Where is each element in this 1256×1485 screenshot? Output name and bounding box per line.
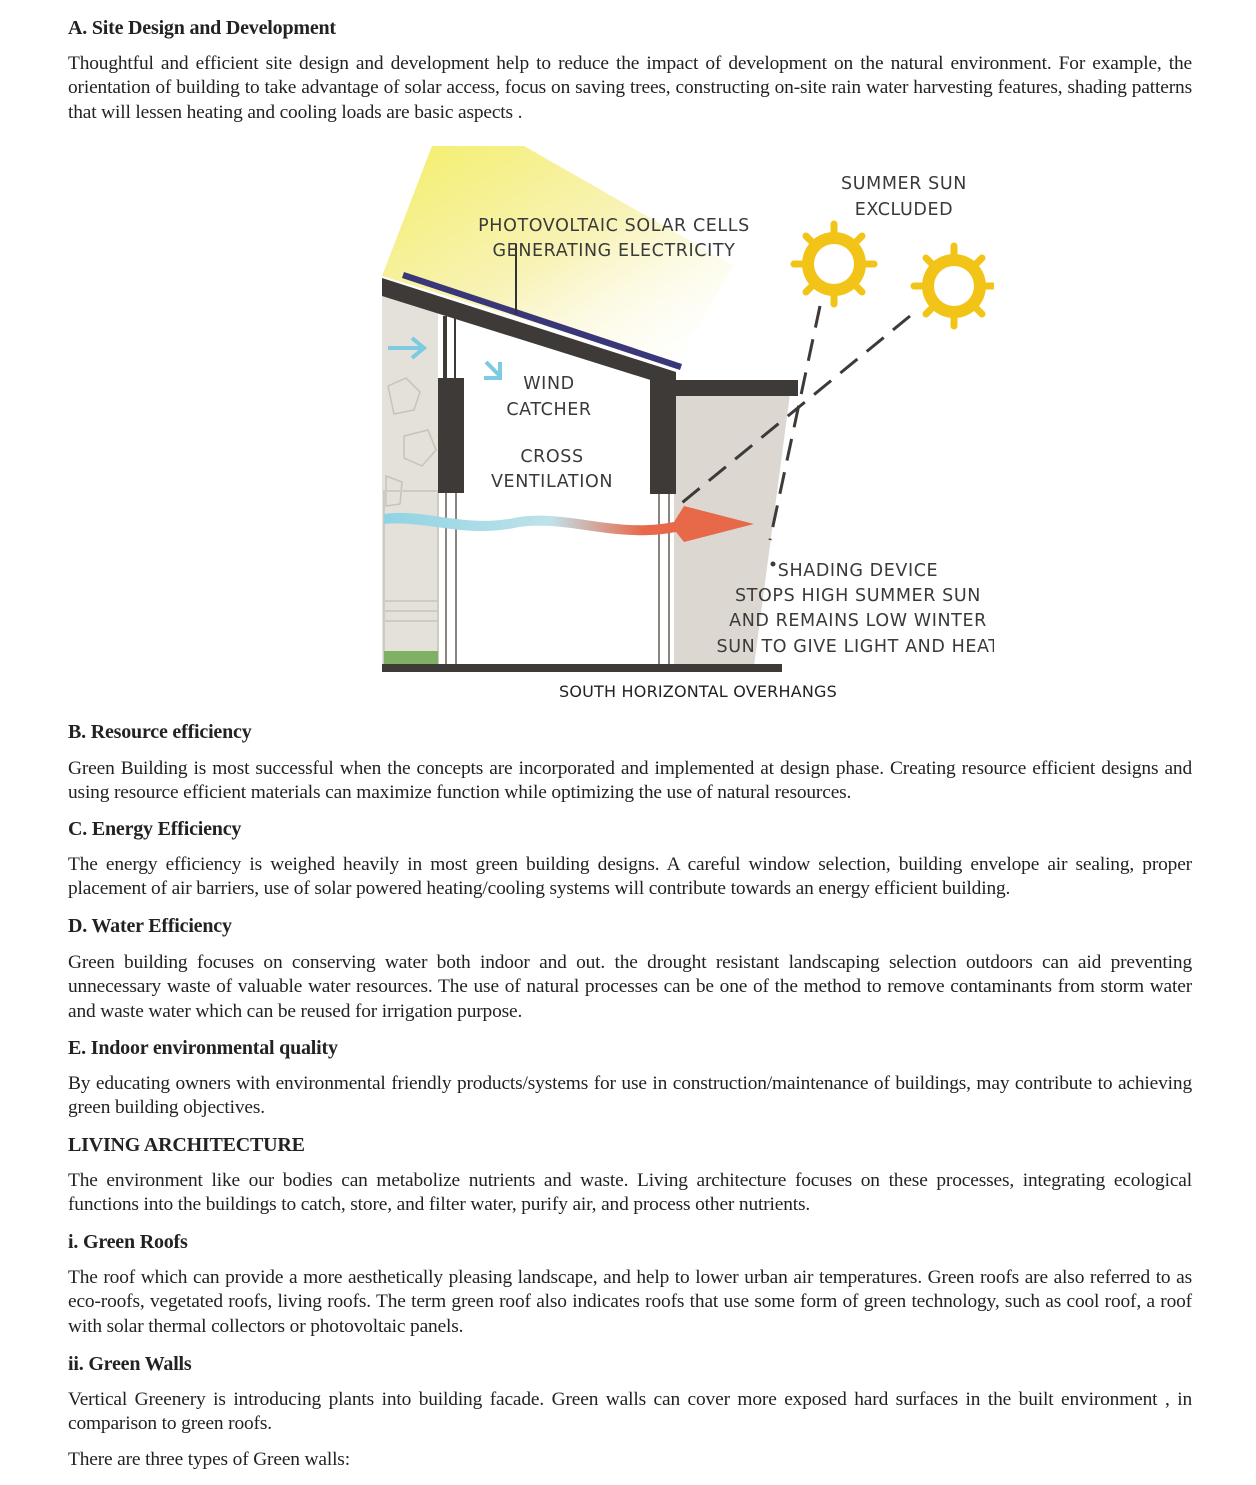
- cross-ventilation-label-line2: VENTILATION: [490, 472, 614, 492]
- clerestory-wall-left: [438, 378, 464, 493]
- shading-label-line3: AND REMAINS LOW WINTER: [729, 611, 987, 631]
- pv-label-line1: PHOTOVOLTAIC SOLAR CELLS: [478, 216, 750, 236]
- shading-label-line2: STOPS HIGH SUMMER SUN: [735, 586, 981, 606]
- summer-sun-label-line2: EXCLUDED: [854, 200, 954, 220]
- living-architecture-body: The environment like our bodies can metabolize nutrients and waste. Living architecture focuses on these processes, integrating ecological functions into the buildings to catch, store, and filter water, purify air, and process other nutrients.: [68, 1170, 1192, 1216]
- section-d-body: Green building focuses on conserving water both indoor and out. the drought resistant landscaping selection outdoors can aid preventing unnecessary waste of valuable water resources. The use of natural processes can be one of the method to remove contaminants from storm water and waste water which can be reused for irrigation purpose.: [68, 952, 1192, 1022]
- section-e-heading: E. Indoor environmental quality: [68, 1037, 338, 1059]
- green-roofs-heading: i. Green Roofs: [68, 1231, 188, 1253]
- section-d-heading: D. Water Efficiency: [68, 915, 232, 937]
- floor-slab: [382, 664, 782, 672]
- winter-sun-icon: [914, 246, 994, 326]
- summer-sun-label-line1: SUMMER SUN: [841, 174, 967, 194]
- passive-design-diagram: [314, 146, 994, 706]
- green-walls-heading: ii. Green Walls: [68, 1353, 192, 1375]
- green-walls-types-intro: There are three types of Green walls:: [68, 1449, 350, 1470]
- wind-catcher-label-line1: WIND: [523, 374, 575, 394]
- shading-label-line4: SUN TO GIVE LIGHT AND HEAT: [716, 637, 994, 657]
- section-a-heading: A. Site Design and Development: [68, 17, 336, 39]
- figure-caption: SOUTH HORIZONTAL OVERHANGS: [559, 682, 837, 701]
- living-architecture-heading: LIVING ARCHITECTURE: [68, 1134, 305, 1156]
- section-b-heading: B. Resource efficiency: [68, 721, 252, 743]
- section-e-body: By educating owners with environmental friendly products/systems for use in construction/maintenance of buildings, may contribute to achieving green building objectives.: [68, 1073, 1192, 1119]
- cross-ventilation-label-line1: CROSS: [520, 447, 584, 467]
- section-b-body: Green Building is most successful when the concepts are incorporated and implemented at design phase. Creating resource efficient designs and using resource efficient materials can maximize function while optimizing the use of natural resources.: [68, 758, 1192, 804]
- summer-sun-icon: [794, 224, 874, 304]
- shading-label-line1: SHADING DEVICE: [777, 561, 939, 581]
- wind-catcher-label-line2: CATCHER: [506, 400, 592, 420]
- section-a-body: Thoughtful and efficient site design and development help to reduce the impact of development on the natural environment. For example, the orientation of building to take advantage of solar access, focus on saving trees, constructing on-site rain water harvesting features, shading patterns that will lessen heating and cooling loads are basic aspects .: [68, 53, 1192, 123]
- cross-ventilation-arrow: [384, 506, 754, 542]
- green-walls-body: Vertical Greenery is introducing plants into building facade. Green walls can cover more exposed hard surfaces in the built environment , in comparison to green roofs.: [68, 1389, 1192, 1435]
- wind-catcher-arrow-icon: [484, 362, 500, 378]
- grass: [384, 651, 438, 665]
- section-c-body: The energy efficiency is weighed heavily in most green building designs. A careful window selection, building envelope air sealing, proper placement of air barriers, use of solar powered heating/cooling systems will contribute towards an energy efficient building.: [68, 854, 1192, 900]
- pv-label-line2: GENERATING ELECTRICITY: [492, 241, 736, 261]
- section-c-heading: C. Energy Efficiency: [68, 818, 242, 840]
- green-roofs-body: The roof which can provide a more aesthetically pleasing landscape, and help to lower urban air temperatures. Green roofs are also referred to as eco-roofs, vegetated roofs, living roofs. The term green roof also indicates roofs that use some form of green technology, such as cool roof, a roof with solar thermal collectors or photovoltaic panels.: [68, 1267, 1192, 1337]
- passive-design-figure: [314, 146, 994, 706]
